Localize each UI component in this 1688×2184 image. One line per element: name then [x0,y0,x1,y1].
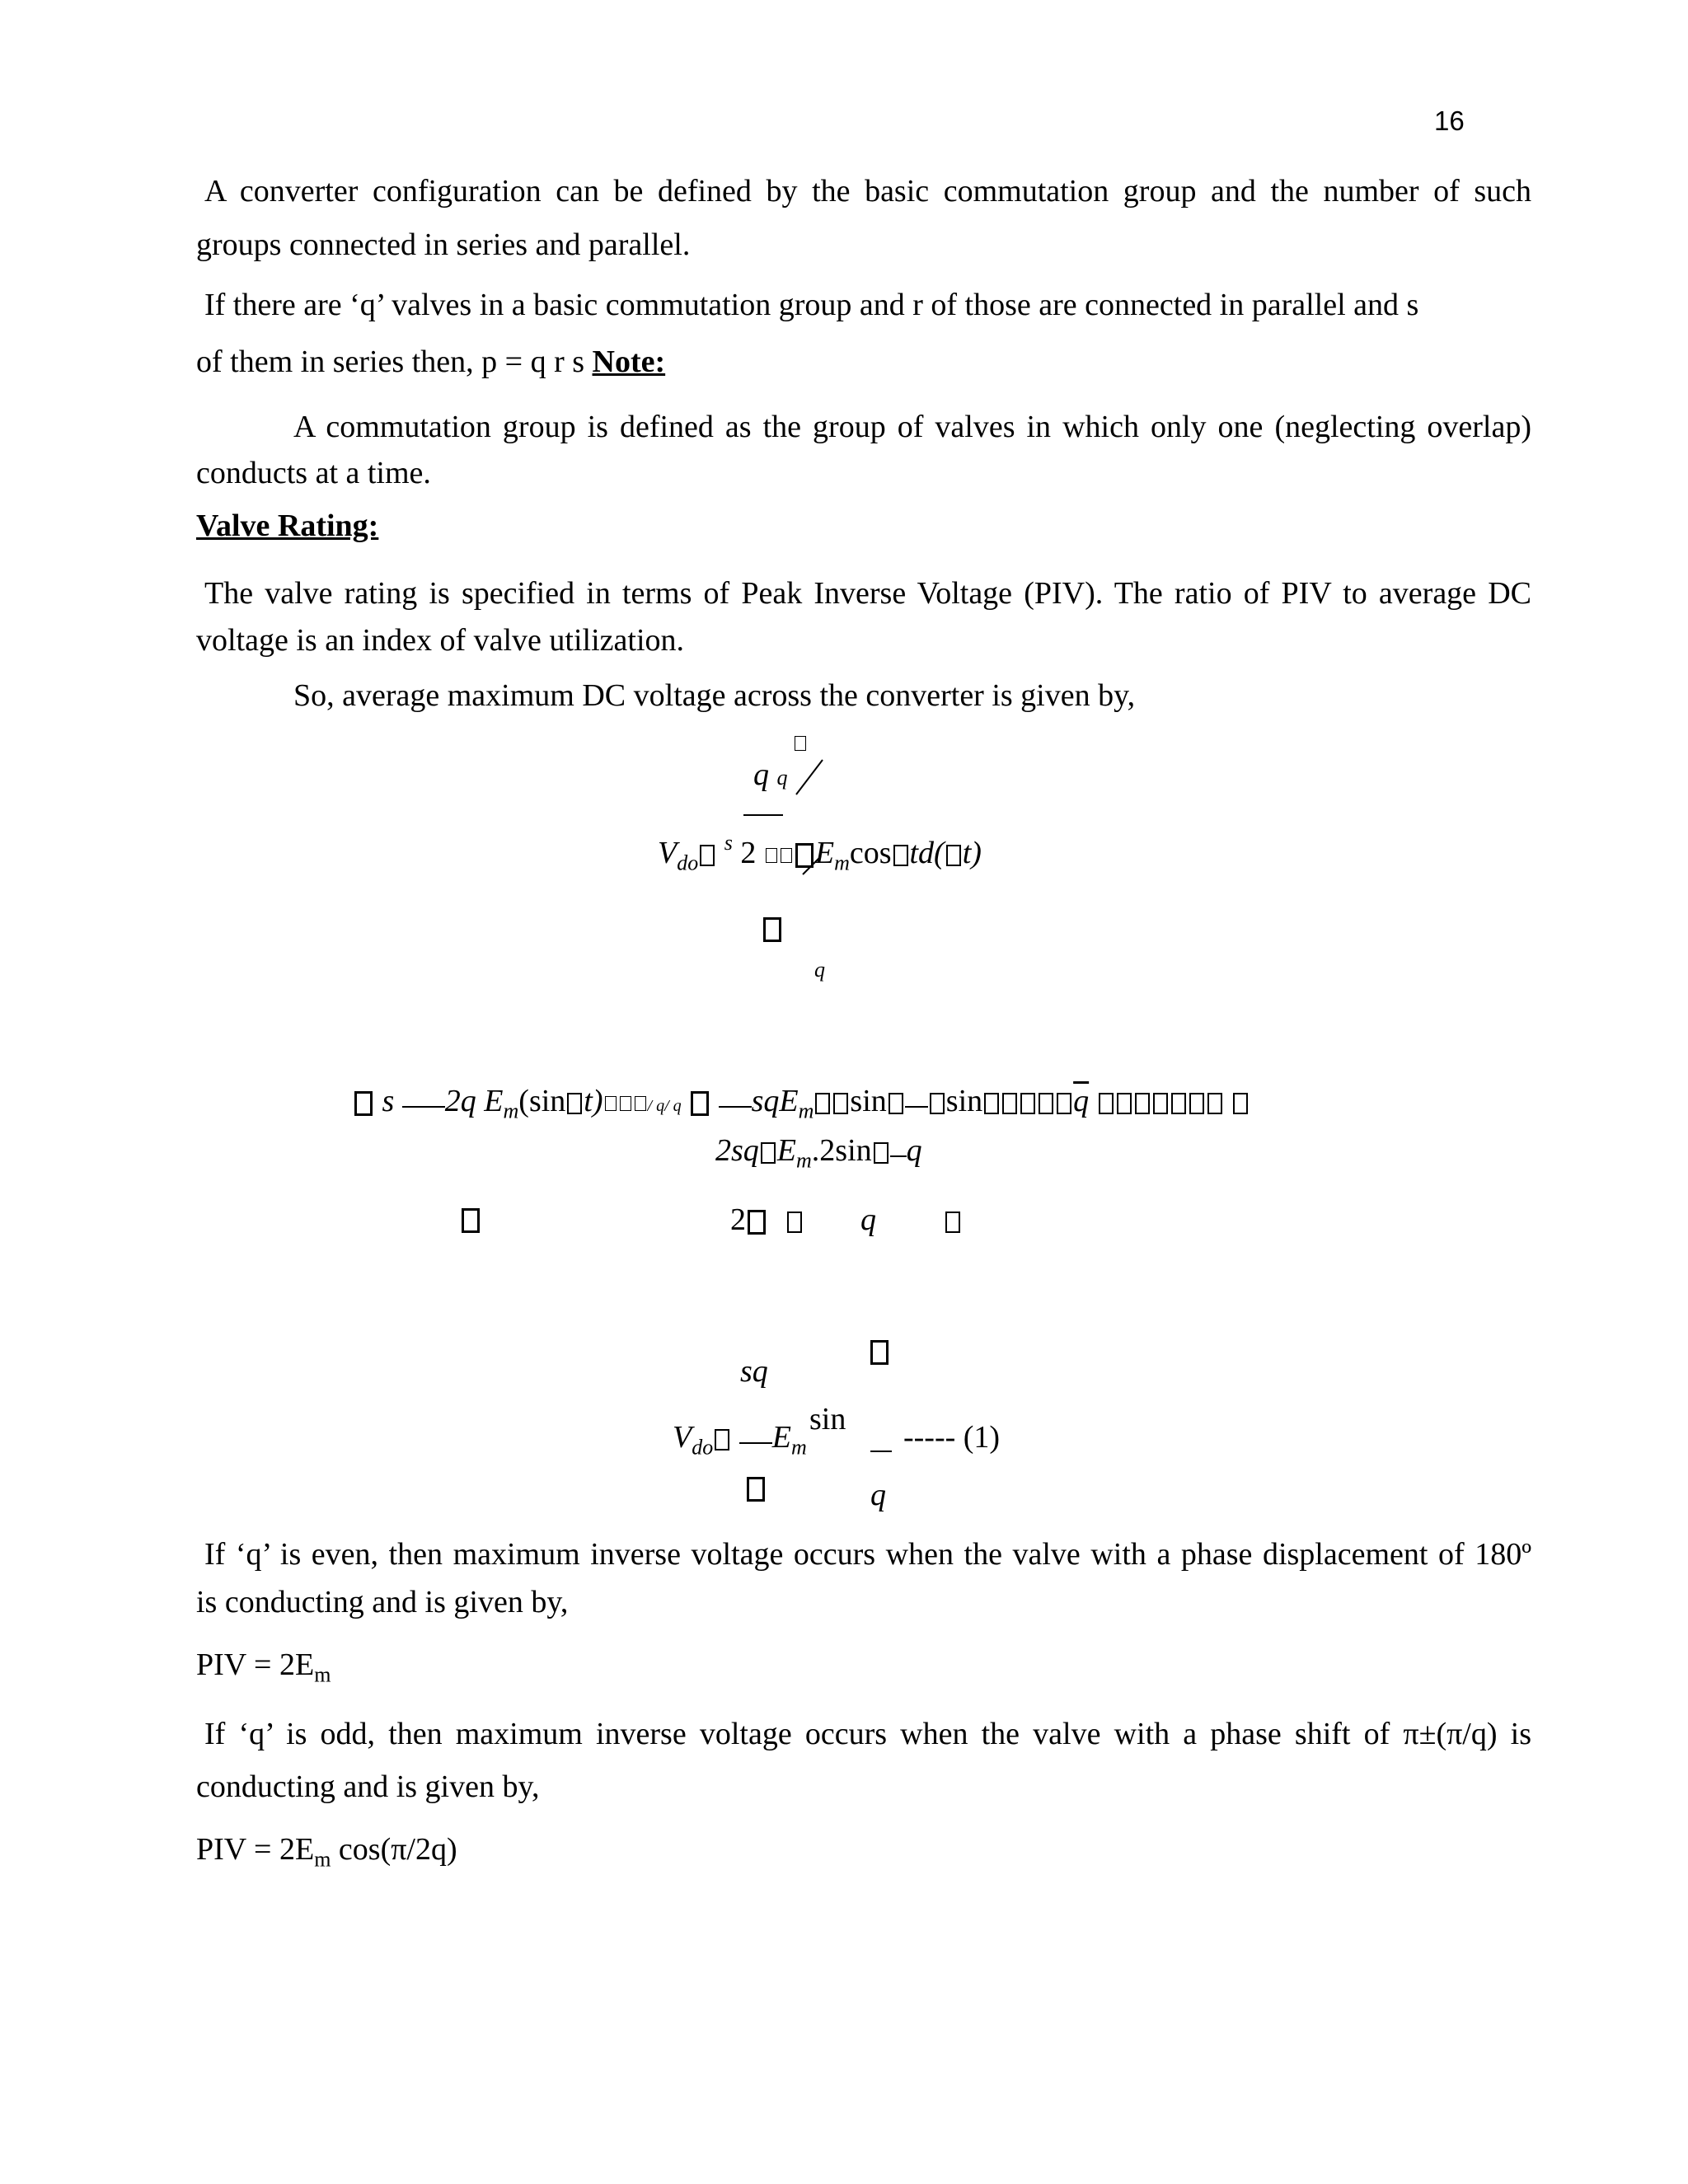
paragraph-converter-line2: groups connected in series and parallel. [196,227,691,262]
eq5-top-box [870,1340,889,1365]
eq5-E: E [771,1420,791,1455]
eq3-E: E [776,1133,797,1168]
eq2-box4 [620,1096,631,1111]
paragraph-rating-line1: The valve rating is specified in terms of Peak Inverse Voltage (PIV). The ratio of PIV to average DC [204,576,1531,611]
paragraph-even-line2: is conducting and is given by, [196,1585,569,1619]
eq2-box17 [1117,1093,1132,1114]
eq2-t: t) [584,1084,603,1118]
eq1-upper-limit [753,757,788,793]
eq5-bar1 [739,1442,772,1444]
eq1-cos: cos [849,836,892,870]
eq1-E: E [814,836,835,870]
eq4-left-box [462,1208,480,1233]
eq2-m: m [503,1099,519,1123]
piv-even-text: PIV = 2E [196,1647,315,1682]
eq2-m2: m [798,1099,814,1123]
equation-4 [730,1202,962,1238]
eq2-box2 [567,1093,582,1114]
eq2-box14 [1039,1093,1053,1114]
eq2-box8 [833,1093,848,1114]
eq2-sin: (sin [518,1084,566,1118]
eq1-q-small: q [776,766,788,790]
piv-odd-sub: m [314,1847,331,1872]
eq1-lower-limit: q [814,958,825,982]
eq5-m: m [790,1435,807,1460]
eq2-s: s [382,1084,395,1118]
eq2-E: E [484,1084,504,1118]
eq2-box12 [1002,1093,1017,1114]
eq2-2q: 2q [444,1084,476,1118]
paragraph-converter-line1: A converter configuration can be defined by the basic commutation group and the number of such [204,174,1531,209]
eq1-placeholder-glyph [795,736,806,751]
eq5-box1 [715,1429,729,1451]
eq2-bar1 [402,1106,445,1108]
eq2-box10 [930,1093,945,1114]
eq1-slash-mid [799,853,824,878]
eq1-do: do [677,851,699,875]
eq4-box2 [787,1212,802,1233]
paragraph-odd-line2: conducting and is given by, [196,1769,540,1804]
eq1-q: q [753,757,769,792]
eq5-fraction-bar [870,1451,892,1452]
paragraph-average-voltage: So, average maximum DC voltage across the converter is given by, [293,678,1136,713]
eq2-box19 [1153,1093,1168,1114]
eq4-q: q [860,1202,876,1237]
eq3-box1 [761,1142,776,1164]
eq3-box2 [874,1142,889,1164]
eq2-box5 [635,1096,646,1111]
eq2-bar2 [719,1106,752,1108]
eq1-lower-box [763,917,781,942]
eq1-td: td( [909,836,945,870]
eq2-box23 [1233,1093,1248,1114]
eq1-m: m [834,851,850,875]
eq3-q: q [906,1133,922,1168]
eq2-bar3 [905,1106,928,1108]
eq1-box2 [766,848,777,863]
eq2-box13 [1020,1093,1035,1114]
eq1-t: t) [962,836,982,870]
eq4-box3 [945,1212,960,1233]
eq4-box1 [748,1210,766,1235]
eq1-slash-top [793,757,826,798]
eq2-box1 [354,1091,373,1116]
paragraph-odd-line1: If ‘q’ is odd, then maximum inverse voltage occurs when the valve with a phase shift of π±(π/q) is [204,1717,1531,1751]
eq1-V: V [658,836,678,870]
eq3-m: m [796,1148,812,1173]
piv-odd-text: PIV = 2E [196,1832,315,1867]
eq1-box [700,845,715,866]
equation-3 [715,1132,922,1174]
piv-even-formula [196,1647,331,1688]
eq2-box18 [1135,1093,1150,1114]
eq2-box21 [1189,1093,1204,1114]
eq3-2sq: 2sq [715,1133,759,1168]
eq2-box22 [1207,1093,1222,1114]
eq3-2sin: .2sin [811,1133,872,1168]
eq2-sin2: sin [850,1084,887,1118]
eq4-two: 2 [730,1202,746,1237]
eq3-bar [890,1155,907,1157]
eq5-bottom-box [747,1477,765,1502]
eq2-box7 [815,1093,830,1114]
piv-odd-cos: cos(π/2q) [331,1832,457,1867]
paragraph-even-line1: If ‘q’ is even, then maximum inverse voltage occurs when the valve with a phase displacement of 180º [204,1537,1531,1572]
piv-odd-formula [196,1831,457,1872]
section-heading-valve-rating: Valve Rating: [196,509,379,543]
eq5-do: do [692,1435,714,1460]
eq2-box6 [691,1091,709,1116]
eq2-box16 [1099,1093,1114,1114]
valves-line2-text: of them in series then, p = q r s [196,344,585,379]
eq5-sin: sin [809,1402,846,1436]
eq1-s: s [724,831,733,855]
eq2-sin3: sin [945,1084,983,1118]
note-label: Note: [592,344,666,379]
eq1-two: 2 [740,836,757,870]
eq2-box11 [984,1093,999,1114]
eq1-fraction-bar [743,814,783,816]
page-number: 16 [1434,105,1465,136]
paragraph-commutation-line1: A commutation group is defined as the group of valves in which only one (neglecting overlap) [293,410,1531,444]
paragraph-rating-line2: voltage is an index of valve utilization. [196,623,685,658]
eq2-box20 [1171,1093,1186,1114]
eq2-q: $\overline{q}$ [1073,1084,1090,1118]
paragraph-valves-line1: If there are ‘q’ valves in a basic commutation group and r of those are connected in parallel and s [204,288,1419,322]
eq5-q: q [870,1478,886,1512]
eq1-box6 [946,845,961,866]
eq5-sq: sq [740,1354,768,1389]
eq2-box15 [1057,1093,1071,1114]
paragraph-valves-line2 [196,344,665,380]
equation-2 [353,1083,1250,1124]
eq2-box9 [889,1093,903,1114]
eq5-equation-number: ----- (1) [903,1420,1001,1455]
eq5-V: V [673,1420,692,1455]
eq1-box5 [893,845,908,866]
piv-even-sub: m [314,1662,331,1687]
eq2-box3 [605,1096,617,1111]
eq2-sqE: sqE [751,1084,799,1118]
paragraph-commutation-line2: conducts at a time. [196,456,431,490]
eq5-main-line [673,1419,807,1460]
eq1-box3 [781,848,792,863]
eq2-limits: / q/ q [647,1097,682,1115]
